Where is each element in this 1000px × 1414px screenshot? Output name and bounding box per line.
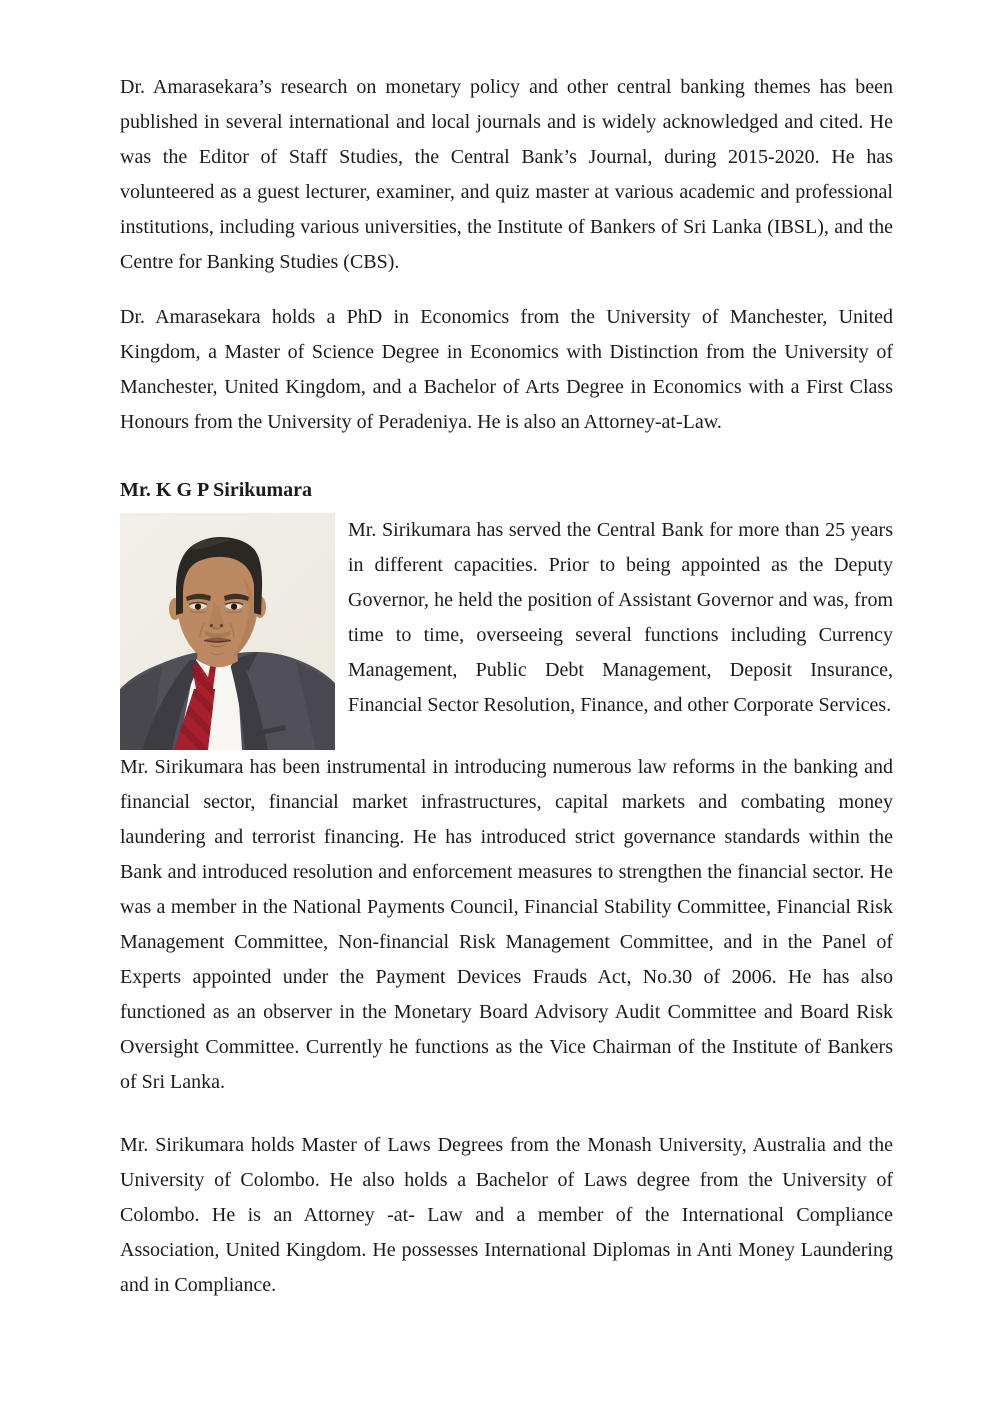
portrait-photo-svg bbox=[120, 513, 335, 750]
portrait-photo-sirikumara bbox=[120, 513, 335, 750]
paragraph-sirikumara-service: Mr. Sirikumara has served the Central Bank for more than 25 years in different capacities. Prior to being appointed as the Deputy Governor, he held the position of Assistant Governor and was, from time to time, overseeing several functions including Currency Management, Public Debt Management, Deposit Insurance, Financial Sector Resolution, Finance, and other Corporate Services. bbox=[348, 519, 893, 716]
document-body bbox=[120, 70, 893, 1303]
paragraph-amarasekara-education: Dr. Amarasekara holds a PhD in Economics from the University of Manchester, United Kingdom, a Master of Science Degree in Economics with Distinction from the University of Manchester, United Kingdom, and a Bachelor of Arts Degree in Economics with a First Class Honours from the University of Peradeniya. He is also an Attorney-at-Law. bbox=[120, 306, 893, 433]
paragraph-sirikumara-qualifications: Mr. Sirikumara holds Master of Laws Degrees from the Monash University, Australia and the University of Colombo. He also holds a Bachelor of Laws degree from the University of Colombo. He is an Attorney -at- Law and a member of the International Compliance Association, United Kingdom. He possesses International Diplomas in Anti Money Laundering and in Compliance. bbox=[120, 1134, 893, 1296]
heading-sirikumara: Mr. K G P Sirikumara bbox=[120, 479, 313, 501]
paragraph-amarasekara-research: Dr. Amarasekara’s research on monetary policy and other central banking themes has been published in several international and local journals and is widely acknowledged and cited. He was the Editor of Staff Studies, the Central Bank’s Journal, during 2015-2020. He has volunteered as a guest lecturer, examiner, and quiz master at various academic and professional institutions, including various universities, the Institute of Bankers of Sri Lanka (IBSL), and the Centre for Banking Studies (CBS). bbox=[120, 76, 893, 273]
sirikumara-intro-section bbox=[120, 513, 893, 723]
paragraph-sirikumara-reforms: Mr. Sirikumara has been instrumental in introducing numerous law reforms in the banking and financial sector, financial market infrastructures, capital markets and combating money laundering and terrorist financing. He has introduced strict governance standards within the Bank and introduced resolution and enforcement measures to strengthen the financial sector. He was a member in the National Payments Council, Financial Stability Committee, Financial Risk Management Committee, Non-financial Risk Management Committee, and in the Panel of Experts appointed under the Payment Devices Frauds Act, No.30 of 2006. He has also functioned as an observer in the Monetary Board Advisory Audit Committee and Board Risk Oversight Committee. Currently he functions as the Vice Chairman of the Institute of Bankers of Sri Lanka. bbox=[120, 756, 893, 1093]
